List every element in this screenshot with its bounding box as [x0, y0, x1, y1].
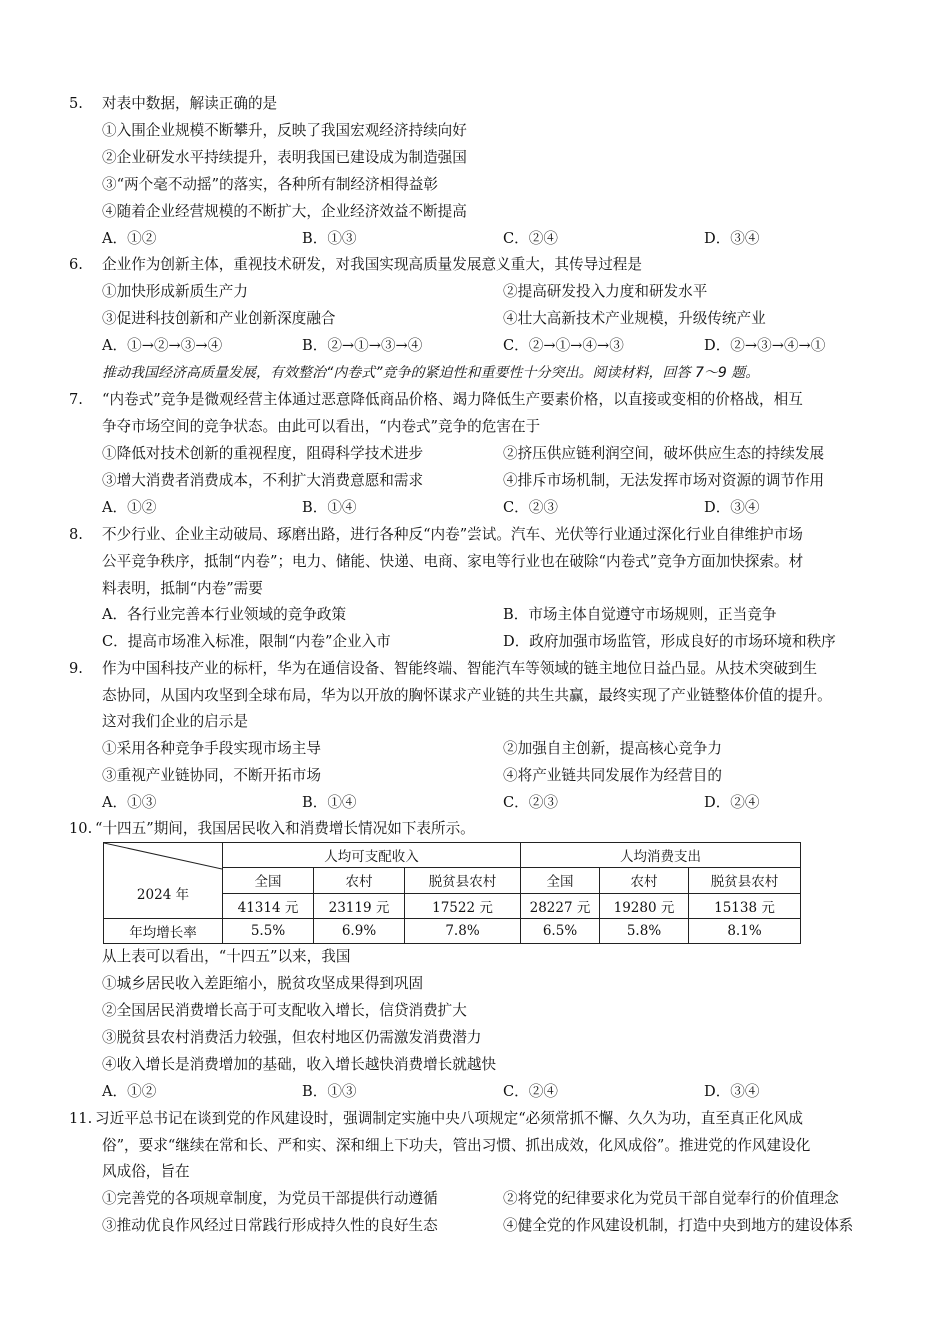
table-corner-cell [104, 843, 223, 894]
q9-item-3: ③重视产业链协同，不断开拓市场 [102, 767, 321, 784]
q8-number: 8. [69, 526, 83, 543]
q10-after-table: 从上表可以看出，“十四五”以来，我国 [102, 948, 351, 965]
q5-number: 5. [69, 95, 83, 112]
table-cell: 28227 元 [521, 893, 600, 918]
q8-stem-line-2: 公平竞争秩序，抵制“内卷”；电力、储能、快递、电商、家电等行业也在破除“内卷式”竞争方面加快探索。材 [102, 553, 804, 570]
group-header-income: 人均可支配收入 [223, 843, 521, 868]
table-cell: 5.5% [223, 918, 314, 943]
table-rates-row [104, 918, 801, 943]
q11-item-2: ②将党的纪律要求化为党员干部自觉奉行的价值理念 [503, 1190, 839, 1207]
q6-item-1: ①加快形成新质生产力 [102, 283, 248, 300]
q8-option-d[interactable]: D．政府加强市场监管，形成良好的市场环境和秩序 [503, 633, 836, 650]
q5-item-4: ④随着企业经营规模的不断扩大，企业经济效益不断提高 [102, 203, 467, 220]
table-cell: 5.8% [600, 918, 689, 943]
q5-option-b[interactable]: B．①③ [302, 230, 357, 247]
table-cell: 8.1% [689, 918, 801, 943]
passage-intro: 推动我国经济高质量发展，有效整治“内卷式”竞争的紧迫性和重要性十分突出。阅读材料，回答 7～9 题。 [102, 365, 760, 381]
q7-option-c[interactable]: C．②③ [503, 499, 558, 516]
q10-item-4: ④收入增长是消费增加的基础，收入增长越快消费增长就越快 [102, 1056, 497, 1073]
table-cell: 23119 元 [314, 893, 405, 918]
q7-option-b[interactable]: B．①④ [302, 499, 357, 516]
q10-option-a[interactable]: A．①② [102, 1083, 157, 1100]
subheader-cell: 脱贫县农村 [405, 868, 521, 893]
q7-item-1: ①降低对技术创新的重视程度，阻碍科学技术进步 [102, 445, 424, 462]
income-consumption-table [103, 842, 801, 944]
subheader-cell: 全国 [521, 868, 600, 893]
q5-option-d[interactable]: D．③④ [704, 230, 760, 247]
q11-stem-line-2: 俗”，要求“继续在常和长、严和实、深和细上下功夫，管出习惯、抓出成效，化风成俗”。推进党的作风建设化 [102, 1137, 811, 1154]
q11-stem-line-1: 习近平总书记在谈到党的作风建设时，强调制定实施中央八项规定“必须常抓不懈、久久为功，直至真正化风成 [95, 1110, 803, 1127]
q5-option-c[interactable]: C．②④ [503, 230, 558, 247]
q7-option-a[interactable]: A．①② [102, 499, 157, 516]
q9-item-1: ①采用各种竞争手段实现市场主导 [102, 740, 321, 757]
q8-option-b[interactable]: B．市场主体自觉遵守市场规则，正当竞争 [503, 606, 777, 623]
q7-stem-line-2: 争夺市场空间的竞争状态。由此可以看出，“内卷式”竞争的危害在于 [102, 418, 541, 435]
q8-option-c[interactable]: C．提高市场准入标准，限制“内卷”企业入市 [102, 633, 391, 650]
table-values-row [104, 893, 801, 918]
q7-stem-line-1: “内卷式”竞争是微观经营主体通过恶意降低商品价格、竭力降低生产要素价格，以直接或变相的价格战，相互 [102, 391, 803, 408]
table-cell: 6.9% [314, 918, 405, 943]
q5-stem: 对表中数据，解读正确的是 [102, 95, 278, 112]
q8-option-a[interactable]: A．各行业完善本行业领域的竞争政策 [102, 606, 347, 623]
q10-option-b[interactable]: B．①③ [302, 1083, 357, 1100]
table-cell: 15138 元 [689, 893, 801, 918]
q9-option-a[interactable]: A．①③ [102, 794, 157, 811]
q9-stem-line-1: 作为中国科技产业的标杆，华为在通信设备、智能终端、智能汽车等领域的链主地位日益凸显。从技术突破到生 [102, 660, 818, 677]
q10-option-d[interactable]: D．③④ [704, 1083, 760, 1100]
q10-item-2: ②全国居民消费增长高于可支配收入增长，信贷消费扩大 [102, 1002, 467, 1019]
q7-item-2: ②挤压供应链利润空间，破坏供应生态的持续发展 [503, 445, 825, 462]
group-header-consumption: 人均消费支出 [521, 843, 801, 868]
q9-stem-line-3: 这对我们企业的启示是 [102, 713, 248, 730]
q9-number: 9. [69, 660, 83, 677]
table-cell: 6.5% [521, 918, 600, 943]
q7-item-3: ③增大消费者消费成本，不利扩大消费意愿和需求 [102, 472, 424, 489]
q6-option-c[interactable]: C．②→①→④→③ [503, 337, 624, 354]
q7-option-d[interactable]: D．③④ [704, 499, 760, 516]
subheader-cell: 全国 [223, 868, 314, 893]
q11-item-4: ④健全党的作风建设机制，打造中央到地方的建设体系 [503, 1217, 854, 1234]
q11-item-1: ①完善党的各项规章制度，为党员干部提供行动遵循 [102, 1190, 438, 1207]
q11-stem-line-3: 风成俗，旨在 [102, 1163, 190, 1180]
subheader-cell: 脱贫县农村 [689, 868, 801, 893]
q10-option-c[interactable]: C．②④ [503, 1083, 558, 1100]
table-cell: 41314 元 [223, 893, 314, 918]
q6-option-d[interactable]: D．②→③→④→① [704, 337, 826, 354]
q7-number: 7. [69, 391, 83, 408]
q9-option-c[interactable]: C．②③ [503, 794, 558, 811]
q6-number: 6. [69, 256, 83, 273]
q9-option-b[interactable]: B．①④ [302, 794, 357, 811]
subheader-cell: 农村 [600, 868, 689, 893]
table-cell: 7.8% [405, 918, 521, 943]
q5-item-3: ③“两个毫不动摇”的落实，各种所有制经济相得益彰 [102, 176, 438, 193]
q6-item-4: ④壮大高新技术产业规模，升级传统产业 [503, 310, 766, 327]
q11-number: 11. [69, 1110, 93, 1127]
q9-item-2: ②加强自主创新，提高核心竞争力 [503, 740, 722, 757]
q10-stem: “十四五”期间，我国居民收入和消费增长情况如下表所示。 [95, 820, 475, 837]
q9-stem-line-2: 态协同，从国内攻坚到全球布局，华为以开放的胸怀谋求产业链的共生共赢，最终实现了产业链整体价值的提升。 [102, 687, 832, 704]
q10-item-3: ③脱贫县农村消费活力较强，但农村地区仍需激发消费潜力 [102, 1029, 482, 1046]
q6-option-a[interactable]: A．①→②→③→④ [102, 337, 223, 354]
year-label: 2024 年 [136, 887, 190, 904]
q11-item-3: ③推动优良作风经过日常践行形成持久性的良好生态 [102, 1217, 438, 1234]
q6-item-2: ②提高研发投入力度和研发水平 [503, 283, 708, 300]
table-header-row [104, 843, 801, 868]
rate-label-cell: 年均增长率 [104, 918, 223, 943]
subheader-cell: 农村 [314, 868, 405, 893]
q7-item-4: ④排斥市场机制，无法发挥市场对资源的调节作用 [503, 472, 825, 489]
table-cell: 19280 元 [600, 893, 689, 918]
q5-item-2: ②企业研发水平持续提升，表明我国已建设成为制造强国 [102, 149, 467, 166]
diagonal-line [104, 843, 222, 893]
q10-number: 10. [69, 820, 93, 837]
q6-stem: 企业作为创新主体，重视技术研发，对我国实现高质量发展意义重大，其传导过程是 [102, 256, 642, 273]
q9-option-d[interactable]: D．②④ [704, 794, 760, 811]
table-cell: 17522 元 [405, 893, 521, 918]
q6-item-3: ③促进科技创新和产业创新深度融合 [102, 310, 336, 327]
year-cell [104, 887, 223, 918]
q9-item-4: ④将产业链共同发展作为经营目的 [503, 767, 722, 784]
q8-stem-line-1: 不少行业、企业主动破局、琢磨出路，进行各种反“内卷”尝试。汽车、光伏等行业通过深化行业自律维护市场 [102, 526, 803, 543]
q6-option-b[interactable]: B．②→①→③→④ [302, 337, 423, 354]
q8-stem-line-3: 料表明，抵制“内卷”需要 [102, 580, 263, 597]
q10-item-1: ①城乡居民收入差距缩小，脱贫攻坚成果得到巩固 [102, 975, 424, 992]
q5-option-a[interactable]: A．①② [102, 230, 157, 247]
q5-item-1: ①入围企业规模不断攀升，反映了我国宏观经济持续向好 [102, 122, 467, 139]
